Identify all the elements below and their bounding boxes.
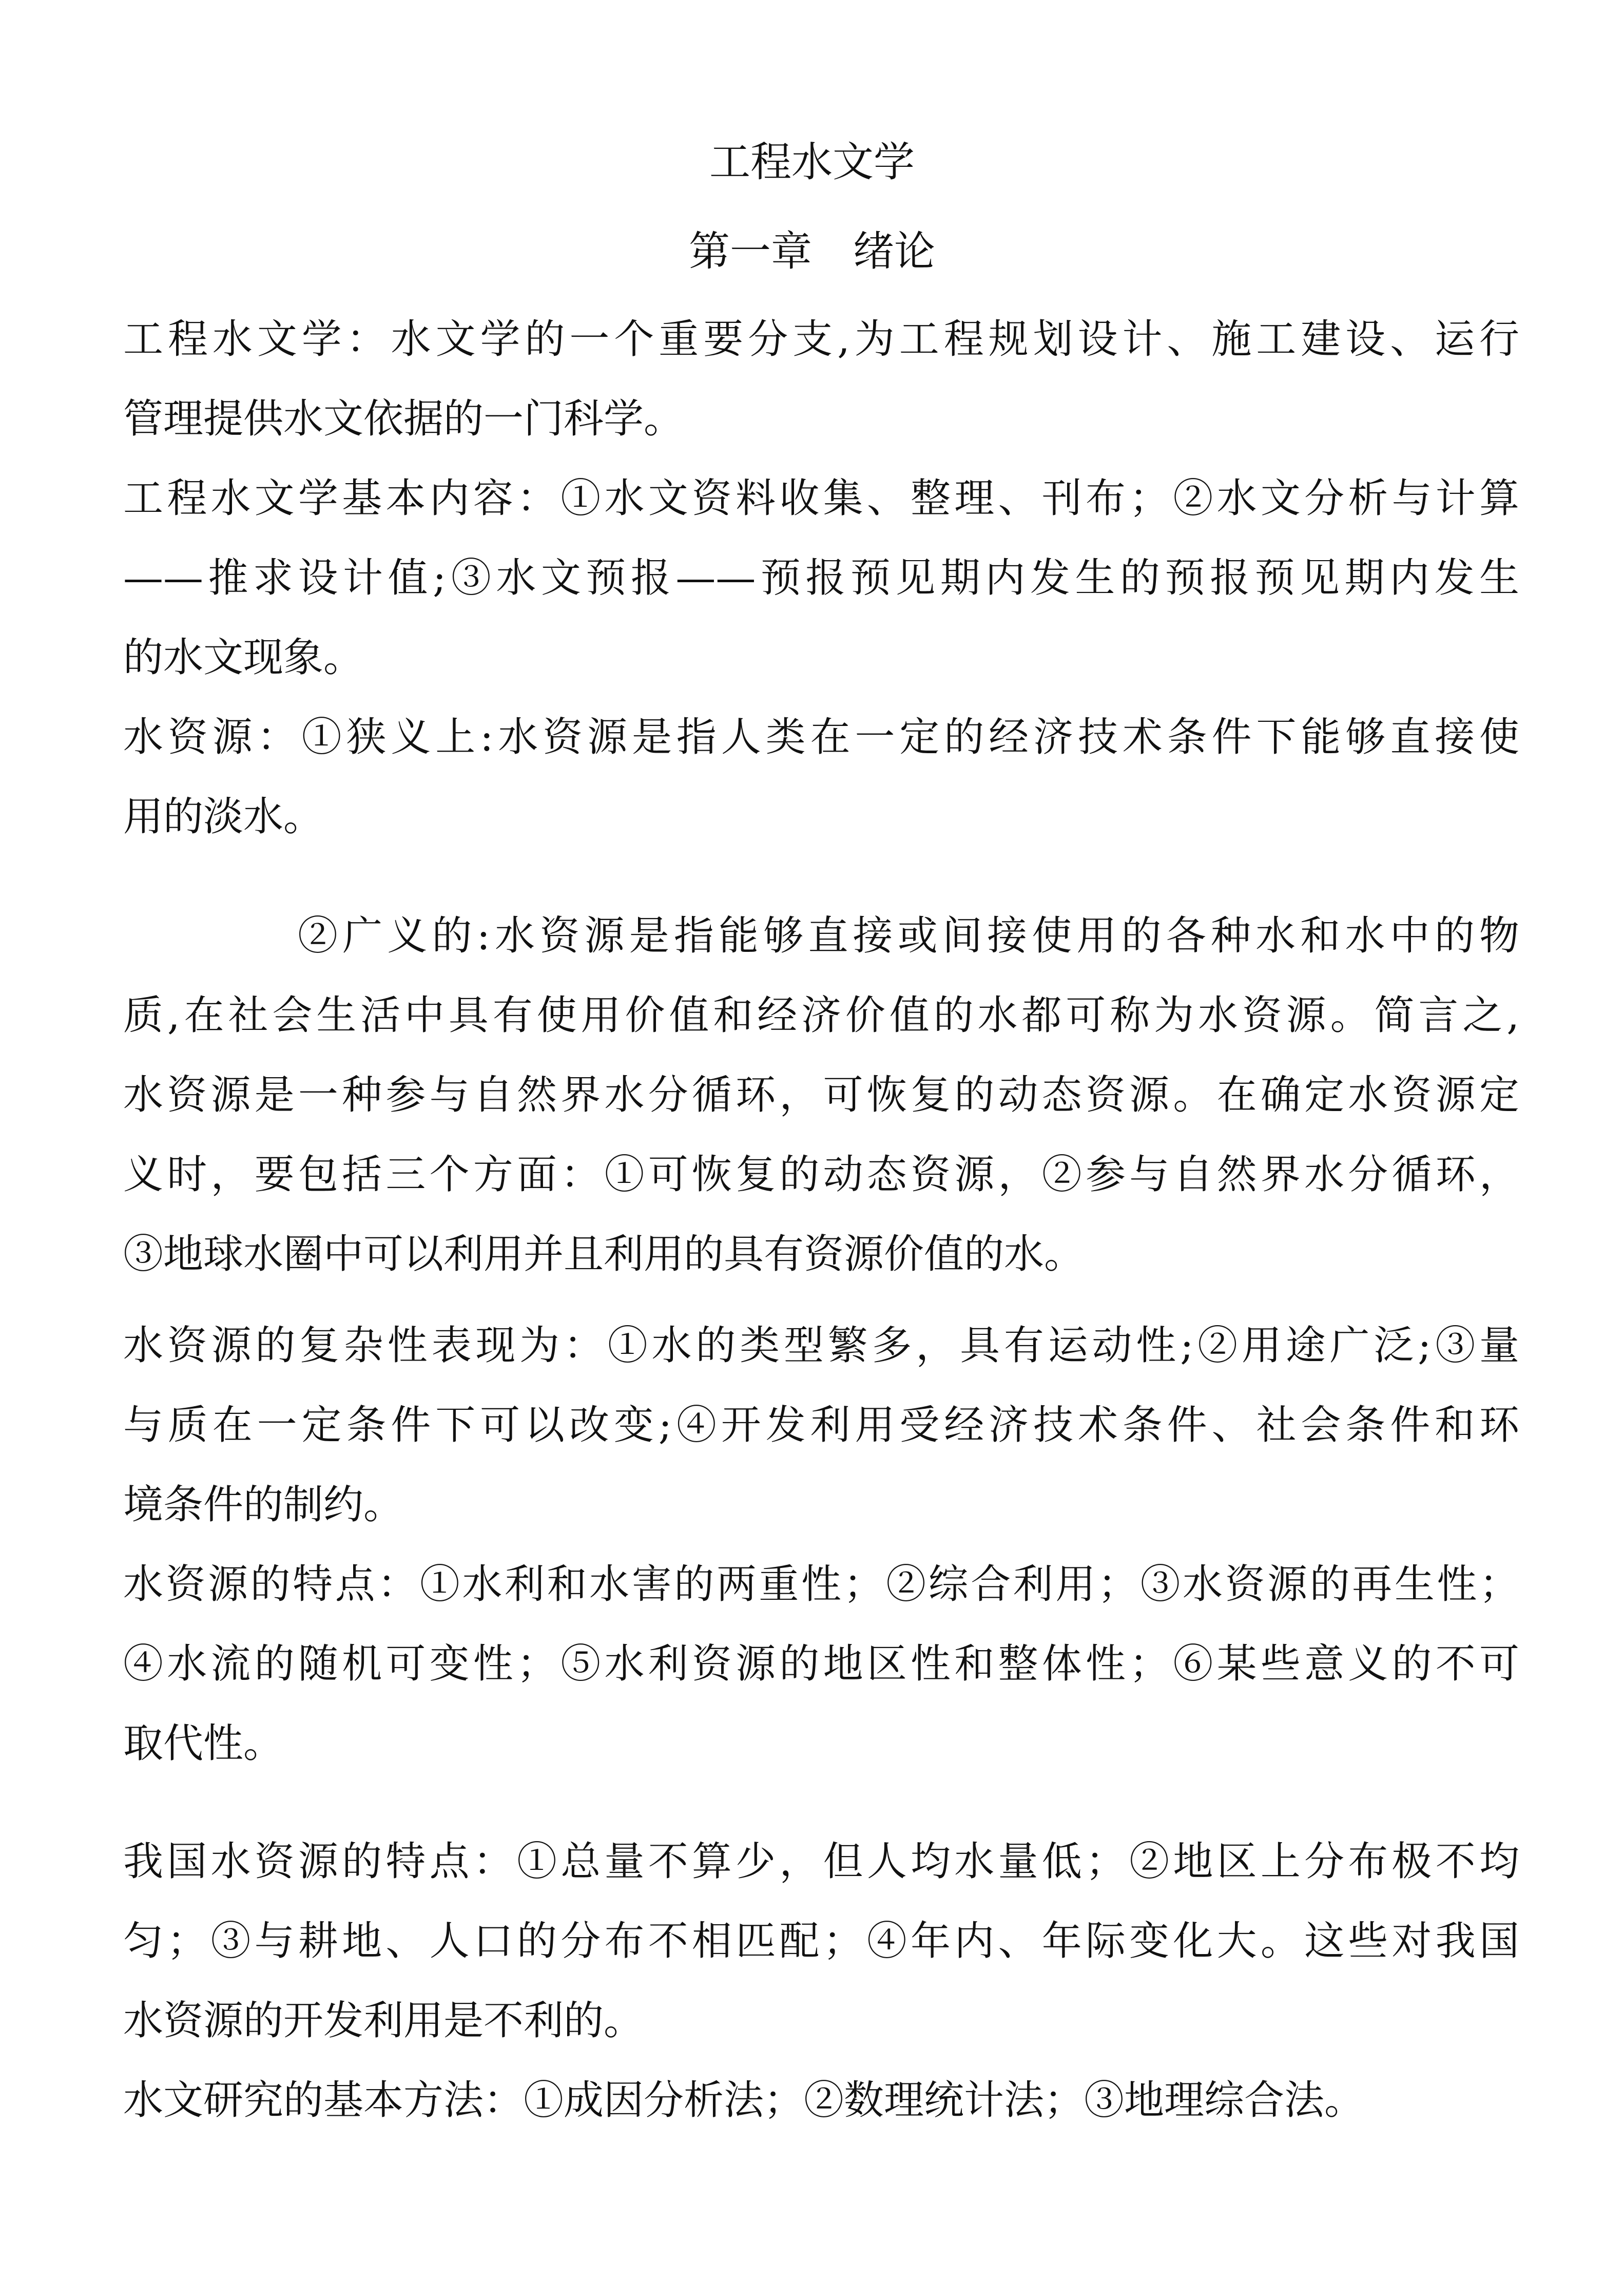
paragraph-line: 与质在一定条件下可以改变;④开发利用受经济技术条件、社会条件和环 [123,1402,1519,1448]
paragraph-line: 水资源是一种参与自然界水分循环，可恢复的动态资源。在确定水资源定 [123,1072,1519,1118]
paragraph-line: 匀；③与耕地、人口的分布不相匹配；④年内、年际变化大。这些对我国 [123,1918,1519,1964]
paragraph-line: 水资源的特点：①水利和水害的两重性；②综合利用；③水资源的再生性； [123,1561,1519,1608]
paragraph-line: 管理提供水文依据的一门科学。 [123,396,684,442]
paragraph-line: ③地球水圈中可以利用并且利用的具有资源价值的水。 [123,1231,1085,1277]
paragraph-line: 义时，要包括三个方面：①可恢复的动态资源，②参与自然界水分循环， [123,1152,1519,1198]
paragraph-line: 用的淡水。 [123,794,324,840]
paragraph-line: 境条件的制约。 [123,1482,404,1528]
document-title: 工程水文学 [709,138,915,186]
paragraph-line: 质,在社会生活中具有使用价值和经济价值的水都可称为水资源。简言之, [123,992,1519,1039]
paragraph-line: 水资源的开发利用是不利的。 [123,1998,644,2044]
paragraph-line: 水资源的复杂性表现为：①水的类型繁多，具有运动性;②用途广泛;③量 [123,1323,1519,1369]
paragraph-line: 工程水文学基本内容：①水文资料收集、整理、刊布；②水文分析与计算 [123,475,1519,522]
paragraph-line: 取代性。 [123,1720,284,1767]
chapter-heading: 第一章 绪论 [689,227,935,275]
paragraph-line: ④水流的随机可变性；⑤水利资源的地区性和整体性；⑥某些意义的不可 [123,1641,1519,1687]
paragraph-line: 的水文现象。 [123,635,364,681]
paragraph-line: ——推求设计值;③水文预报——预报预见期内发生的预报预见期内发生 [123,555,1519,601]
paragraph-line: 工程水文学：水文学的一个重要分支,为工程规划设计、施工建设、运行 [123,316,1519,362]
paragraph-line: 水文研究的基本方法：①成因分析法；②数理统计法；③地理综合法。 [123,2077,1365,2123]
paragraph-line: 我国水资源的特点：①总量不算少，但人均水量低；②地区上分布极不均 [123,1839,1519,1885]
paragraph-line-indented: ②广义的:水资源是指能够直接或间接使用的各种水和水中的物 [298,913,1519,959]
paragraph-line: 水资源：①狭义上:水资源是指人类在一定的经济技术条件下能够直接使 [123,714,1519,760]
